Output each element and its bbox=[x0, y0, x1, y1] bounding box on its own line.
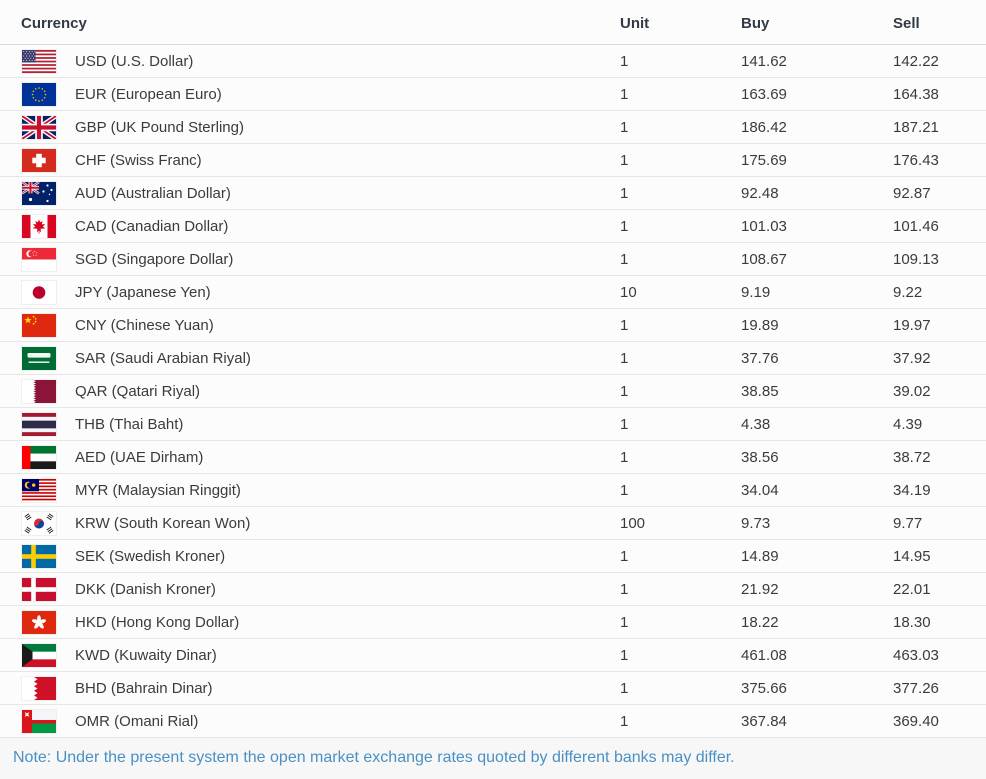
table-row bbox=[0, 45, 986, 78]
unit-value: 1 bbox=[620, 580, 629, 598]
cn-flag-icon bbox=[22, 314, 56, 337]
buy-value: 4.38 bbox=[741, 415, 771, 433]
currency-cell bbox=[0, 116, 620, 139]
table-row bbox=[0, 573, 986, 606]
dk-flag-icon bbox=[22, 578, 56, 601]
currency-cell bbox=[0, 545, 620, 568]
currency-cell bbox=[0, 479, 620, 502]
currency-label: BHD (Bahrain Dinar) bbox=[75, 679, 213, 697]
buy-value: 108.67 bbox=[741, 250, 787, 268]
currency-label: SAR (Saudi Arabian Riyal) bbox=[75, 349, 251, 367]
sg-flag-icon bbox=[22, 248, 56, 271]
sell-value: 101.46 bbox=[893, 217, 939, 235]
table-row bbox=[0, 507, 986, 540]
currency-label: CAD (Canadian Dollar) bbox=[75, 217, 229, 235]
table-row bbox=[0, 177, 986, 210]
currency-label: HKD (Hong Kong Dollar) bbox=[75, 613, 240, 631]
sell-value: 109.13 bbox=[893, 250, 939, 268]
sell-value: 176.43 bbox=[893, 151, 939, 169]
hk-flag-icon bbox=[22, 611, 56, 634]
buy-value: 186.42 bbox=[741, 118, 787, 136]
gb-flag-icon bbox=[22, 116, 56, 139]
buy-value: 14.89 bbox=[741, 547, 779, 565]
footer-note: Note: Under the present system the open market exchange rates quoted by different banks may differ. bbox=[0, 738, 986, 767]
ch-flag-icon bbox=[22, 149, 56, 172]
table-row bbox=[0, 705, 986, 738]
currency-cell bbox=[0, 281, 620, 304]
sell-value: 9.77 bbox=[893, 514, 923, 532]
sell-value: 369.40 bbox=[893, 712, 939, 730]
sell-value: 377.26 bbox=[893, 679, 939, 697]
sa-flag-icon bbox=[22, 347, 56, 370]
currency-cell bbox=[0, 248, 620, 271]
buy-value: 34.04 bbox=[741, 481, 779, 499]
buy-value: 163.69 bbox=[741, 85, 787, 103]
unit-value: 1 bbox=[620, 151, 629, 169]
ca-flag-icon bbox=[22, 215, 56, 238]
buy-value: 9.73 bbox=[741, 514, 771, 532]
buy-value: 38.85 bbox=[741, 382, 779, 400]
currency-label: MYR (Malaysian Ringgit) bbox=[75, 481, 241, 499]
column-header-currency: Currency bbox=[21, 15, 87, 32]
sell-value: 34.19 bbox=[893, 481, 931, 499]
table-row bbox=[0, 606, 986, 639]
currency-cell bbox=[0, 215, 620, 238]
sell-value: 92.87 bbox=[893, 184, 931, 202]
table-row bbox=[0, 441, 986, 474]
column-header-sell: Sell bbox=[893, 15, 920, 32]
unit-value: 100 bbox=[620, 514, 646, 532]
currency-label: SGD (Singapore Dollar) bbox=[75, 250, 234, 268]
currency-label: EUR (European Euro) bbox=[75, 85, 222, 103]
currency-label: DKK (Danish Kroner) bbox=[75, 580, 216, 598]
eu-flag-icon bbox=[22, 83, 56, 106]
currency-cell bbox=[0, 413, 620, 436]
currency-cell bbox=[0, 149, 620, 172]
buy-value: 37.76 bbox=[741, 349, 779, 367]
currency-cell bbox=[0, 644, 620, 667]
unit-value: 1 bbox=[620, 613, 629, 631]
om-flag-icon bbox=[22, 710, 56, 733]
us-flag-icon bbox=[22, 50, 56, 73]
table-row bbox=[0, 111, 986, 144]
currency-label: AUD (Australian Dollar) bbox=[75, 184, 231, 202]
currency-label: AED (UAE Dirham) bbox=[75, 448, 204, 466]
table-row bbox=[0, 276, 986, 309]
currency-label: GBP (UK Pound Sterling) bbox=[75, 118, 244, 136]
buy-value: 461.08 bbox=[741, 646, 787, 664]
unit-value: 1 bbox=[620, 382, 629, 400]
currency-label: CNY (Chinese Yuan) bbox=[75, 316, 214, 334]
table-row bbox=[0, 78, 986, 111]
table-row bbox=[0, 375, 986, 408]
unit-value: 1 bbox=[620, 118, 629, 136]
buy-value: 21.92 bbox=[741, 580, 779, 598]
currency-cell bbox=[0, 347, 620, 370]
currency-label: KRW (South Korean Won) bbox=[75, 514, 251, 532]
table-row bbox=[0, 243, 986, 276]
sell-value: 19.97 bbox=[893, 316, 931, 334]
column-header-unit: Unit bbox=[620, 15, 650, 32]
bh-flag-icon bbox=[22, 677, 56, 700]
buy-value: 101.03 bbox=[741, 217, 787, 235]
sell-value: 142.22 bbox=[893, 52, 939, 70]
sell-value: 37.92 bbox=[893, 349, 931, 367]
jp-flag-icon bbox=[22, 281, 56, 304]
currency-label: THB (Thai Baht) bbox=[75, 415, 184, 433]
sell-value: 187.21 bbox=[893, 118, 939, 136]
buy-value: 175.69 bbox=[741, 151, 787, 169]
buy-value: 141.62 bbox=[741, 52, 787, 70]
currency-label: QAR (Qatari Riyal) bbox=[75, 382, 201, 400]
sell-value: 14.95 bbox=[893, 547, 931, 565]
unit-value: 1 bbox=[620, 316, 629, 334]
unit-value: 1 bbox=[620, 250, 629, 268]
kr-flag-icon bbox=[22, 512, 56, 535]
unit-value: 1 bbox=[620, 415, 629, 433]
au-flag-icon bbox=[22, 182, 56, 205]
currency-cell bbox=[0, 446, 620, 469]
currency-label: USD (U.S. Dollar) bbox=[75, 52, 194, 70]
currency-label: CHF (Swiss Franc) bbox=[75, 151, 202, 169]
sell-value: 4.39 bbox=[893, 415, 923, 433]
sell-value: 38.72 bbox=[893, 448, 931, 466]
buy-value: 38.56 bbox=[741, 448, 779, 466]
table-row bbox=[0, 540, 986, 573]
table-row bbox=[0, 408, 986, 441]
table-row bbox=[0, 474, 986, 507]
currency-cell bbox=[0, 710, 620, 733]
unit-value: 1 bbox=[620, 448, 629, 466]
unit-value: 1 bbox=[620, 52, 629, 70]
unit-value: 1 bbox=[620, 646, 629, 664]
sell-value: 463.03 bbox=[893, 646, 939, 664]
unit-value: 1 bbox=[620, 184, 629, 202]
table-row bbox=[0, 342, 986, 375]
qa-flag-icon bbox=[22, 380, 56, 403]
currency-label: JPY (Japanese Yen) bbox=[75, 283, 211, 301]
currency-cell bbox=[0, 83, 620, 106]
table-row bbox=[0, 210, 986, 243]
table-row bbox=[0, 144, 986, 177]
currency-table-body bbox=[0, 45, 986, 738]
currency-label: SEK (Swedish Kroner) bbox=[75, 547, 226, 565]
unit-value: 1 bbox=[620, 85, 629, 103]
unit-value: 1 bbox=[620, 679, 629, 697]
currency-label: OMR (Omani Rial) bbox=[75, 712, 199, 730]
currency-cell bbox=[0, 611, 620, 634]
buy-value: 18.22 bbox=[741, 613, 779, 631]
currency-cell bbox=[0, 50, 620, 73]
buy-value: 92.48 bbox=[741, 184, 779, 202]
currency-cell bbox=[0, 314, 620, 337]
unit-value: 1 bbox=[620, 481, 629, 499]
unit-value: 1 bbox=[620, 712, 629, 730]
kw-flag-icon bbox=[22, 644, 56, 667]
currency-cell bbox=[0, 380, 620, 403]
column-header-buy: Buy bbox=[741, 15, 770, 32]
currency-cell bbox=[0, 182, 620, 205]
buy-value: 19.89 bbox=[741, 316, 779, 334]
table-header-row bbox=[0, 0, 986, 45]
table-row bbox=[0, 309, 986, 342]
sell-value: 164.38 bbox=[893, 85, 939, 103]
currency-cell bbox=[0, 512, 620, 535]
sell-value: 18.30 bbox=[893, 613, 931, 631]
se-flag-icon bbox=[22, 545, 56, 568]
buy-value: 9.19 bbox=[741, 283, 771, 301]
unit-value: 1 bbox=[620, 217, 629, 235]
my-flag-icon bbox=[22, 479, 56, 502]
sell-value: 9.22 bbox=[893, 283, 923, 301]
th-flag-icon bbox=[22, 413, 56, 436]
unit-value: 1 bbox=[620, 349, 629, 367]
sell-value: 22.01 bbox=[893, 580, 931, 598]
currency-cell bbox=[0, 677, 620, 700]
ae-flag-icon bbox=[22, 446, 56, 469]
sell-value: 39.02 bbox=[893, 382, 931, 400]
table-row bbox=[0, 672, 986, 705]
buy-value: 367.84 bbox=[741, 712, 787, 730]
currency-label: KWD (Kuwaity Dinar) bbox=[75, 646, 217, 664]
currency-cell bbox=[0, 578, 620, 601]
unit-value: 1 bbox=[620, 547, 629, 565]
table-row bbox=[0, 639, 986, 672]
buy-value: 375.66 bbox=[741, 679, 787, 697]
unit-value: 10 bbox=[620, 283, 637, 301]
